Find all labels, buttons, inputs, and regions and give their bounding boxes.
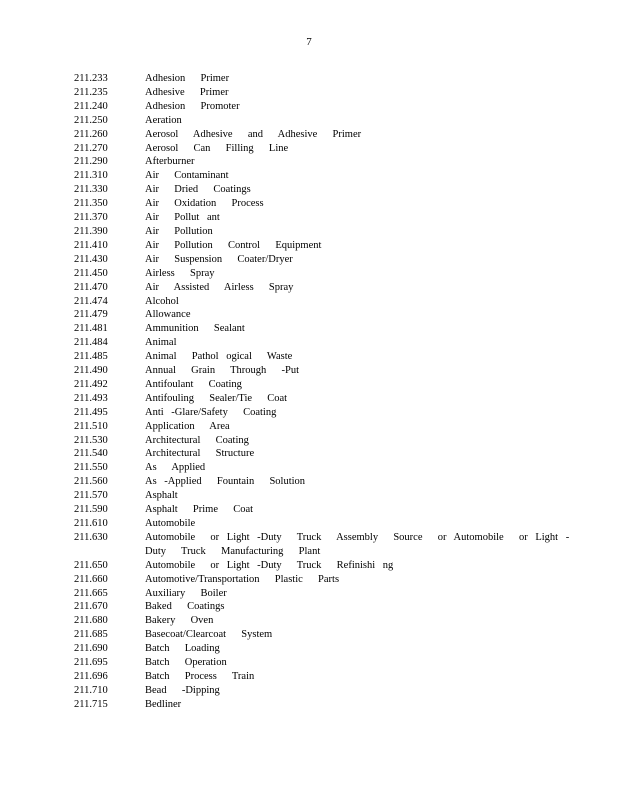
defined-term: Batch Loading bbox=[145, 643, 220, 655]
section-number: 211.696 bbox=[74, 670, 108, 682]
list-item bbox=[74, 295, 574, 309]
section-number: 211.590 bbox=[74, 504, 108, 516]
list-item bbox=[74, 587, 574, 601]
section-number: 211.680 bbox=[74, 615, 108, 627]
defined-term: As Applied bbox=[145, 462, 206, 474]
defined-term: Animal Pathol ogical Waste bbox=[145, 351, 293, 363]
defined-term: Adhesion Promoter bbox=[145, 100, 240, 112]
list-item bbox=[74, 447, 574, 461]
list-item bbox=[74, 628, 574, 642]
list-item bbox=[74, 489, 574, 503]
section-number: 211.560 bbox=[74, 476, 108, 488]
list-item bbox=[74, 642, 574, 656]
list-item bbox=[74, 531, 574, 559]
section-number: 211.570 bbox=[74, 490, 108, 502]
defined-term: Basecoat/Clearcoat System bbox=[145, 629, 273, 641]
page-number: 7 bbox=[306, 36, 312, 48]
list-item bbox=[74, 378, 574, 392]
defined-term: Antifouling Sealer/Tie Coat bbox=[145, 392, 288, 404]
list-item bbox=[74, 698, 574, 712]
section-number: 211.490 bbox=[74, 365, 108, 377]
list-item bbox=[74, 684, 574, 698]
list-item bbox=[74, 392, 574, 406]
list-item bbox=[74, 322, 574, 336]
defined-term: As -Applied Fountain Solution bbox=[145, 476, 306, 488]
list-item bbox=[74, 656, 574, 670]
defined-term: Air Pollution bbox=[145, 225, 213, 237]
defined-term: Bead -Dipping bbox=[145, 684, 220, 696]
list-item bbox=[74, 364, 574, 378]
section-number: 211.481 bbox=[74, 323, 108, 335]
list-item bbox=[74, 155, 574, 169]
list-item bbox=[74, 100, 574, 114]
defined-term: Asphalt bbox=[145, 490, 178, 502]
section-number: 211.240 bbox=[74, 100, 108, 112]
section-number: 211.665 bbox=[74, 587, 108, 599]
section-number: 211.670 bbox=[74, 601, 108, 613]
section-number: 211.250 bbox=[74, 114, 108, 126]
list-item bbox=[74, 211, 574, 225]
defined-term: Adhesion Primer bbox=[145, 73, 230, 84]
section-number: 211.610 bbox=[74, 518, 108, 529]
defined-term: Auxiliary Boiler bbox=[145, 587, 227, 599]
list-item bbox=[74, 336, 574, 350]
list-item bbox=[74, 670, 574, 684]
list-item bbox=[74, 406, 574, 420]
section-number: 211.390 bbox=[74, 225, 108, 237]
defined-term: Architectural Coating bbox=[145, 434, 249, 446]
section-number: 211.479 bbox=[74, 309, 108, 321]
list-item bbox=[74, 503, 574, 517]
section-number: 211.715 bbox=[74, 698, 108, 710]
section-number: 211.330 bbox=[74, 184, 108, 196]
list-item bbox=[74, 614, 574, 628]
defined-term: Automobile or Light -Duty Truck Refinishi ng bbox=[145, 559, 394, 571]
section-number: 211.474 bbox=[74, 295, 108, 307]
defined-term: Asphalt Prime Coat bbox=[145, 504, 254, 516]
section-number: 211.410 bbox=[74, 239, 108, 251]
defined-term: Adhesive Primer bbox=[145, 86, 229, 98]
defined-term: Air Pollution Control Equipment bbox=[145, 239, 322, 251]
defined-term: Ammunition Sealant bbox=[145, 323, 245, 335]
defined-term: Air Oxidation Process bbox=[145, 198, 264, 210]
section-number: 211.484 bbox=[74, 337, 108, 349]
defined-term: Aeration bbox=[145, 114, 182, 126]
defined-term: Batch Operation bbox=[145, 657, 227, 669]
list-item bbox=[74, 197, 574, 211]
definitions-index bbox=[74, 72, 574, 712]
defined-term: Air Assisted Airless Spray bbox=[145, 281, 294, 293]
list-item bbox=[74, 183, 574, 197]
section-number: 211.350 bbox=[74, 198, 108, 210]
list-item bbox=[74, 350, 574, 364]
list-item bbox=[74, 114, 574, 128]
section-number: 211.492 bbox=[74, 378, 108, 390]
defined-term: Antifoulant Coating bbox=[145, 378, 242, 390]
defined-term: Aerosol Can Filling Line bbox=[145, 142, 289, 154]
list-item bbox=[74, 461, 574, 475]
list-item bbox=[74, 475, 574, 489]
section-number: 211.630 bbox=[74, 531, 108, 543]
list-item bbox=[74, 72, 574, 86]
list-item bbox=[74, 281, 574, 295]
defined-term: Application Area bbox=[145, 420, 230, 432]
list-item bbox=[74, 169, 574, 183]
defined-term: Airless Spray bbox=[145, 267, 215, 279]
defined-term: Automotive/Transportation Plastic Parts bbox=[145, 573, 340, 585]
section-number: 211.690 bbox=[74, 643, 108, 655]
defined-term: Air Dried Coatings bbox=[145, 184, 251, 196]
defined-term: Anti -Glare/Safety Coating bbox=[145, 406, 277, 418]
section-number: 211.430 bbox=[74, 253, 108, 265]
list-item bbox=[74, 434, 574, 448]
defined-term: Air Pollut ant bbox=[145, 212, 220, 224]
defined-term: Animal bbox=[145, 337, 177, 349]
defined-term: Automobile bbox=[145, 518, 196, 529]
list-item bbox=[74, 253, 574, 267]
section-number: 211.470 bbox=[74, 281, 108, 293]
section-number: 211.660 bbox=[74, 573, 108, 585]
defined-term: Allowance bbox=[145, 309, 191, 321]
section-number: 211.530 bbox=[74, 434, 108, 446]
section-number: 211.510 bbox=[74, 420, 108, 432]
list-item bbox=[74, 559, 574, 573]
defined-term: Air Contaminant bbox=[145, 170, 229, 182]
list-item bbox=[74, 420, 574, 434]
section-number: 211.650 bbox=[74, 559, 108, 571]
defined-term: Bedliner bbox=[145, 698, 182, 710]
defined-term: Aerosol Adhesive and Adhesive Primer bbox=[145, 128, 362, 140]
section-number: 211.370 bbox=[74, 212, 108, 224]
section-number: 211.235 bbox=[74, 86, 108, 98]
section-number: 211.710 bbox=[74, 684, 108, 696]
list-item bbox=[74, 128, 574, 142]
section-number: 211.485 bbox=[74, 351, 108, 363]
defined-term: Air Suspension Coater/Dryer bbox=[145, 253, 293, 265]
section-number: 211.260 bbox=[74, 128, 108, 140]
section-number: 211.290 bbox=[74, 156, 108, 168]
defined-term: Batch Process Train bbox=[145, 670, 255, 682]
section-number: 211.495 bbox=[74, 406, 108, 418]
section-number: 211.550 bbox=[74, 462, 108, 474]
section-number: 211.450 bbox=[74, 267, 108, 279]
defined-term: Baked Coatings bbox=[145, 601, 225, 613]
list-item bbox=[74, 239, 574, 253]
section-number: 211.685 bbox=[74, 629, 108, 641]
section-number: 211.233 bbox=[74, 73, 108, 84]
list-item bbox=[74, 86, 574, 100]
section-number: 211.270 bbox=[74, 142, 108, 154]
section-number: 211.493 bbox=[74, 392, 108, 404]
section-number: 211.310 bbox=[74, 170, 108, 182]
defined-term: Alcohol bbox=[145, 295, 179, 307]
defined-term: Annual Grain Through -Put bbox=[145, 365, 300, 377]
list-item bbox=[74, 308, 574, 322]
list-item bbox=[74, 267, 574, 281]
section-number: 211.540 bbox=[74, 448, 108, 460]
list-item bbox=[74, 142, 574, 156]
section-number: 211.695 bbox=[74, 657, 108, 669]
list-item bbox=[74, 573, 574, 587]
defined-term: Architectural Structure bbox=[145, 448, 255, 460]
defined-term: Bakery Oven bbox=[145, 615, 214, 627]
defined-term: Automobile or Light -Duty Truck Assembly Source or Automobile or Light -Duty Truck Manufacturing Plant bbox=[145, 531, 570, 557]
list-item bbox=[74, 517, 574, 531]
list-item bbox=[74, 225, 574, 239]
list-item bbox=[74, 600, 574, 614]
defined-term: Afterburner bbox=[145, 156, 195, 168]
